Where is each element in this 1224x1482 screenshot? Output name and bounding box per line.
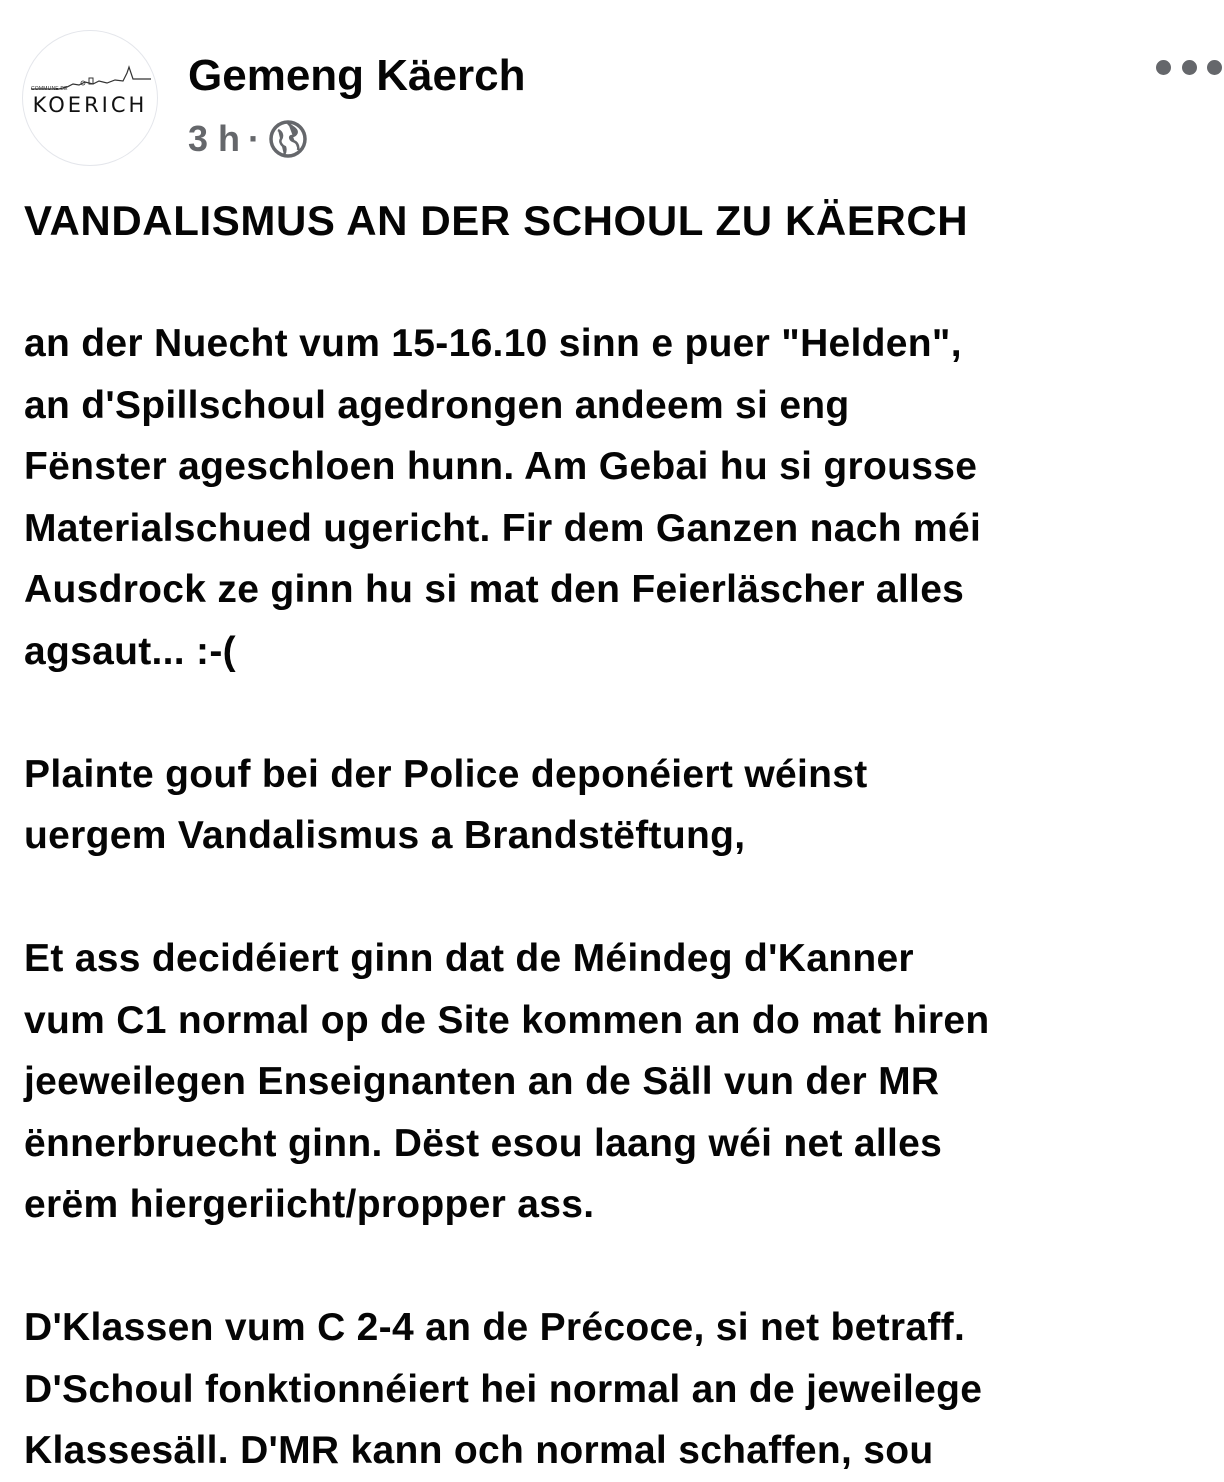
post-text-line: Klassesäll. D'MR kann och normal schaffen, sou bbox=[24, 1429, 934, 1472]
blank-line bbox=[24, 867, 1220, 929]
post-text-line: uergem Vandalismus a Brandstëftung, bbox=[24, 814, 746, 857]
blank-line bbox=[24, 1236, 1220, 1298]
post-meta bbox=[188, 116, 308, 162]
post-text-line: agsaut... :-( bbox=[24, 629, 236, 673]
more-options-button[interactable] bbox=[1156, 52, 1222, 82]
meta-separator: · bbox=[248, 118, 261, 159]
post-text-line: an der Nuecht vum 15-16.10 sinn e puer "Helden", bbox=[24, 322, 962, 365]
more-dot bbox=[1182, 60, 1197, 75]
page-name[interactable]: Gemeng Käerch bbox=[188, 51, 526, 100]
post-text-line: D'Schoul fonktionnéiert hei normal an de jeweilege bbox=[24, 1367, 983, 1411]
post-text-line: an d'Spillschoul agedrongen andeem si eng bbox=[24, 383, 850, 427]
post-body bbox=[24, 190, 1220, 1482]
post-text-line: Et ass decidéiert ginn dat de Méindeg d'Kanner bbox=[24, 937, 914, 980]
post-text-line: Materialschued ugericht. Fir dem Ganzen nach méi bbox=[24, 506, 982, 550]
post-time[interactable]: 3 h bbox=[188, 118, 241, 159]
post-text-line: erëm hiergeriicht/propper ass. bbox=[24, 1183, 595, 1226]
blank-line bbox=[24, 252, 1220, 314]
post-text-line: ënnerbruecht ginn. Dëst esou laang wéi net alles bbox=[24, 1121, 943, 1165]
avatar-small-text: COMMUNE DE bbox=[31, 86, 68, 92]
globe-icon[interactable] bbox=[268, 119, 308, 159]
more-dot bbox=[1207, 60, 1222, 75]
post-text-line: Fënster ageschloen hunn. Am Gebai hu si grousse bbox=[24, 445, 978, 488]
avatar-name: KOERICH bbox=[32, 93, 148, 117]
blank-line bbox=[24, 682, 1220, 744]
post-text-line: vum C1 normal op de Site kommen an do mat hiren bbox=[24, 998, 990, 1042]
avatar[interactable] bbox=[22, 30, 158, 166]
post-text-line: D'Klassen vum C 2-4 an de Précoce, si net betraff. bbox=[24, 1306, 966, 1349]
post-title: VANDALISMUS AN DER SCHOUL ZU KÄERCH bbox=[24, 197, 969, 244]
post-text-line: jeeweilegen Enseignanten an de Säll vun der MR bbox=[24, 1060, 940, 1103]
post-text-line: Ausdrock ze ginn hu si mat den Feierläscher alles bbox=[24, 568, 965, 611]
post-header bbox=[0, 0, 1224, 175]
more-dot bbox=[1156, 60, 1171, 75]
post-text-line: Plainte gouf bei der Police deponéiert wéinst bbox=[24, 752, 868, 796]
